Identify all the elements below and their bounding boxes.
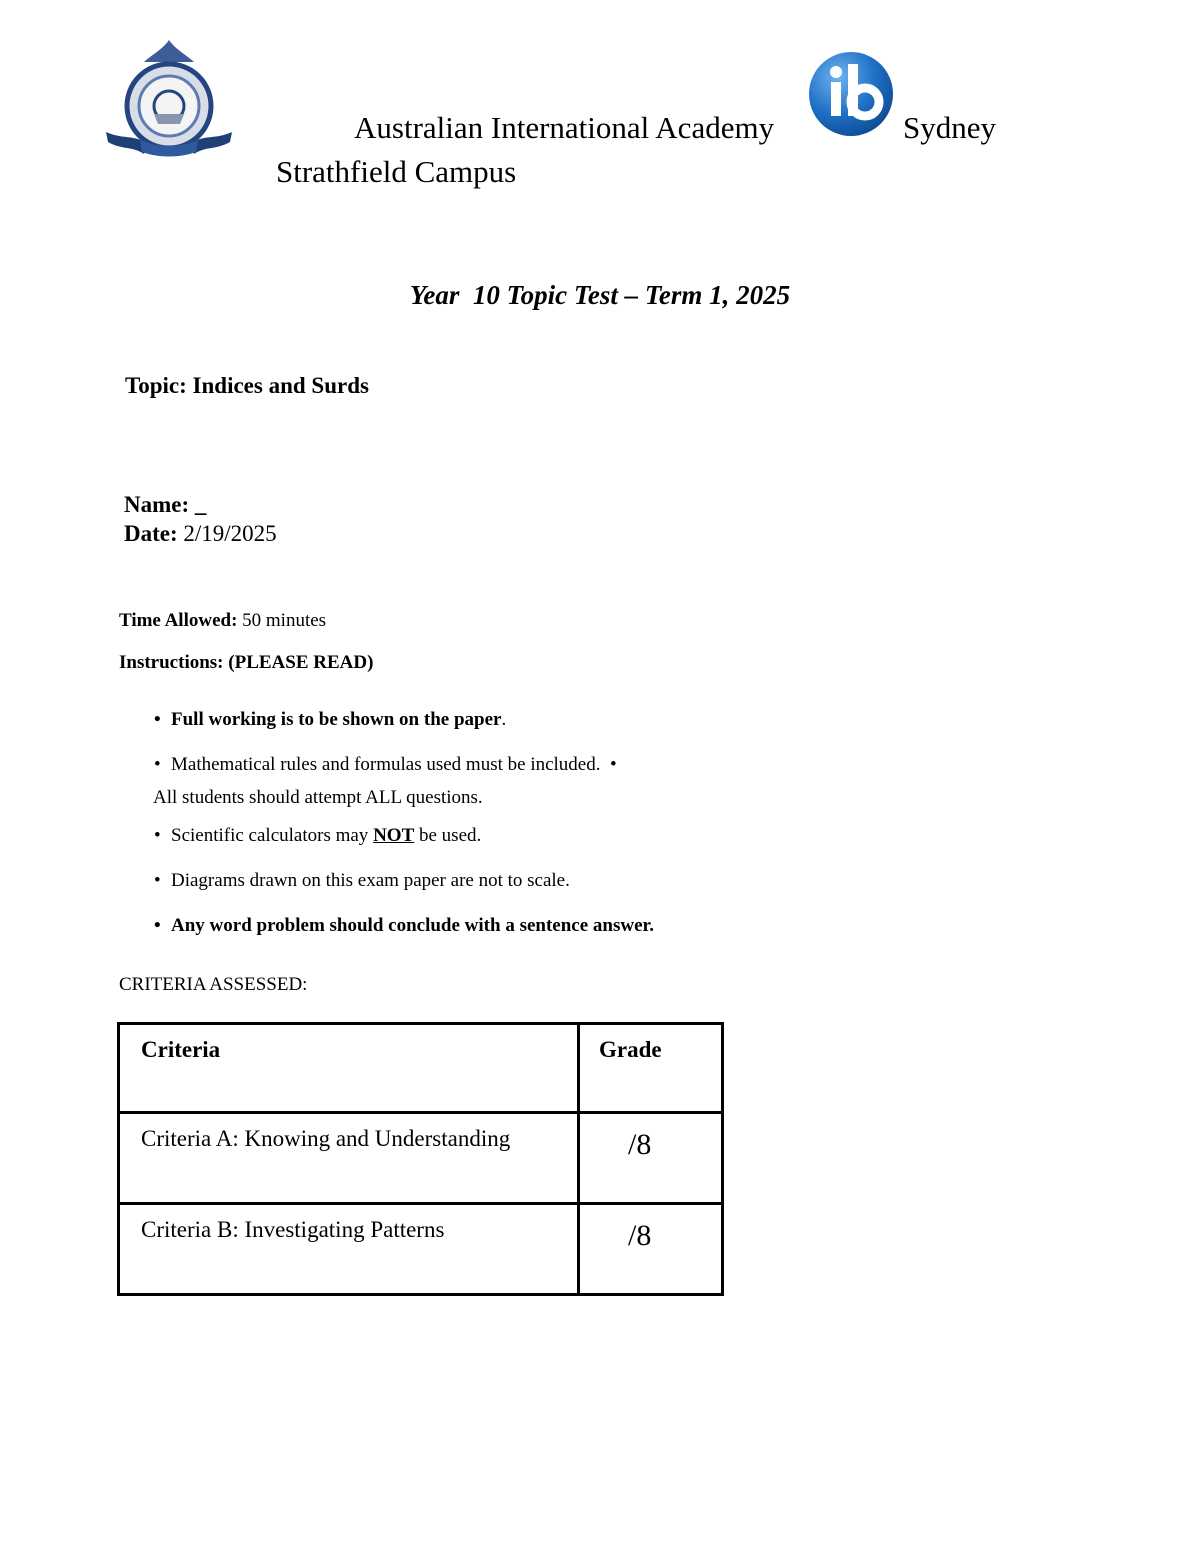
- instruction-full-working: [154, 709, 506, 731]
- criteria-cell: Criteria B: Investigating Patterns: [119, 1204, 579, 1295]
- topic-value: Indices and Surds: [192, 373, 369, 398]
- instruction-text: Any word problem should conclude with a sentence answer.: [171, 915, 654, 936]
- instruction-text: Scientific calculators may: [171, 825, 369, 846]
- bullet: •: [154, 915, 161, 936]
- test-title: Year 10 Topic Test – Term 1, 2025: [409, 280, 791, 310]
- name-line: [124, 492, 206, 518]
- instruction-text: Mathematical rules and formulas used must be included.: [171, 754, 601, 775]
- instruction-word-problem: [154, 915, 654, 937]
- school-city: Sydney: [903, 110, 996, 145]
- instruction-attempt-all: All students should attempt ALL questions.: [153, 787, 483, 808]
- instruction-diagrams: [154, 870, 570, 892]
- header-grade: Grade: [579, 1024, 723, 1113]
- instruction-text: Diagrams drawn on this exam paper are not to scale.: [171, 870, 570, 891]
- instruction-period: .: [501, 709, 507, 730]
- instruction-rules-formulas: [154, 754, 617, 776]
- instruction-text: be used.: [419, 825, 482, 846]
- school-name: Australian International Academy: [354, 110, 775, 145]
- bullet: •: [154, 825, 161, 846]
- bullet: •: [610, 754, 617, 775]
- instruction-calculators: [154, 825, 481, 847]
- time-allowed-line: [119, 610, 326, 632]
- criteria-table: [117, 1022, 724, 1296]
- name-value: _: [194, 492, 207, 517]
- topic-label: Topic:: [125, 373, 187, 398]
- time-allowed-label: Time Allowed:: [119, 610, 238, 631]
- header-criteria: Criteria: [119, 1024, 579, 1113]
- instructions-heading: Instructions: (PLEASE READ): [119, 652, 374, 673]
- date-label: Date:: [124, 521, 178, 546]
- ib-logo: [806, 50, 896, 138]
- table-row: [119, 1113, 723, 1204]
- instruction-emphasis-not: NOT: [373, 825, 415, 846]
- bullet: •: [154, 709, 161, 730]
- campus-name: Strathfield Campus: [276, 154, 517, 189]
- date-value: 2/19/2025: [183, 521, 277, 546]
- bullet: •: [154, 870, 161, 891]
- date-line: [124, 521, 277, 547]
- criteria-heading: CRITERIA ASSESSED:: [119, 974, 308, 995]
- name-label: Name:: [124, 492, 190, 517]
- bullet: •: [154, 754, 161, 775]
- topic-line: [125, 373, 369, 399]
- school-crest-logo: [104, 36, 234, 158]
- time-allowed-value: 50 minutes: [242, 610, 327, 631]
- table-header-row: [119, 1024, 723, 1113]
- grade-cell: /8: [579, 1204, 723, 1295]
- criteria-cell: Criteria A: Knowing and Understanding: [119, 1113, 579, 1204]
- grade-cell: /8: [579, 1113, 723, 1204]
- table-row: [119, 1204, 723, 1295]
- instruction-text: Full working is to be shown on the paper: [171, 709, 502, 730]
